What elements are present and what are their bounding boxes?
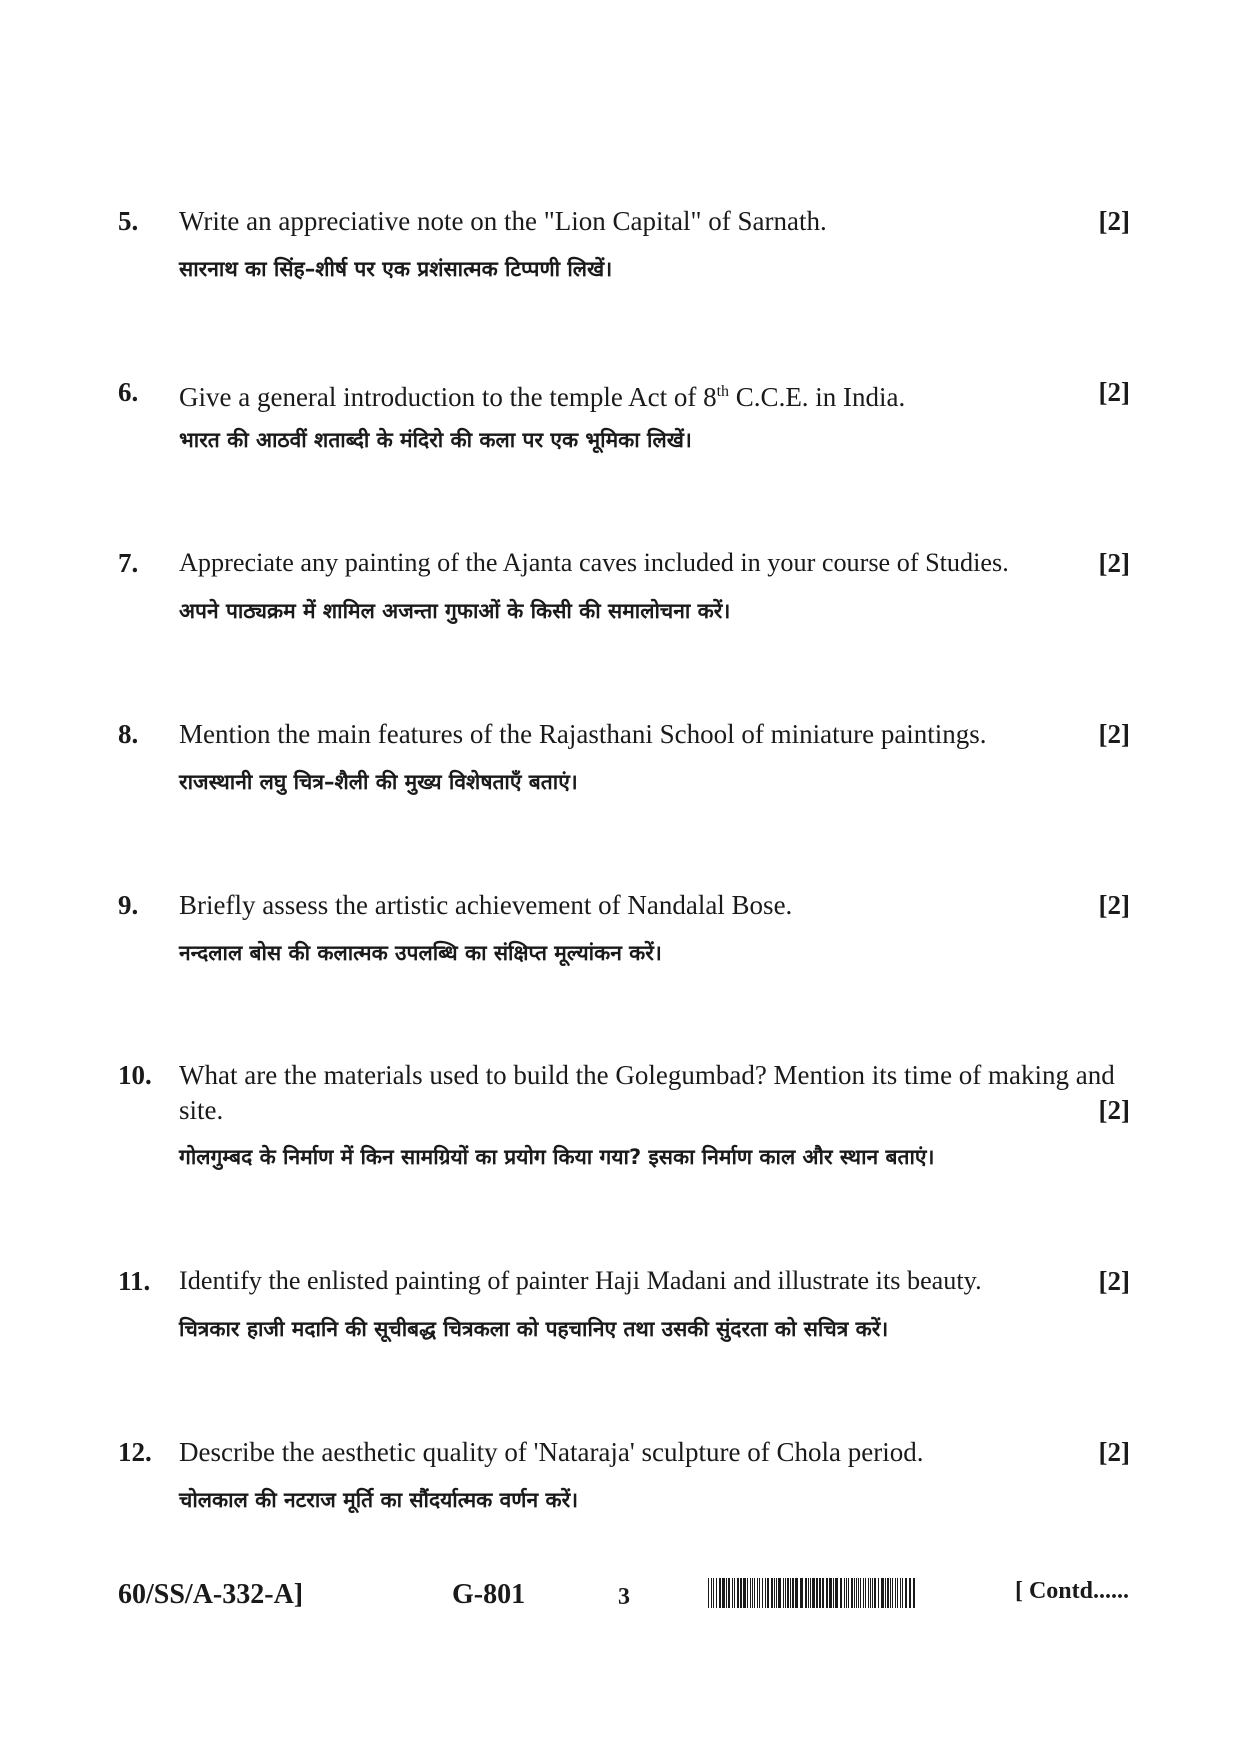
series-code: G-801 <box>452 1579 526 1610</box>
question-number: 9. <box>118 890 139 920</box>
question-text-english: Write an appreciative note on the "Lion Capital" of Sarnath. <box>179 206 827 236</box>
question-text-english: Describe the aesthetic quality of 'Nataraja' sculpture of Chola period. <box>179 1437 924 1467</box>
ordinal-superscript: th <box>716 383 730 400</box>
paper-code: 60/SS/A-332-A] <box>118 1579 304 1610</box>
question-number: 10. <box>118 1060 152 1090</box>
question-text-english: Mention the main features of the Rajasthani School of miniature paintings. <box>179 719 987 749</box>
question-marks: [2] <box>1098 719 1130 749</box>
question-text-english: Briefly assess the artistic achievement of Nandalal Bose. <box>179 890 793 920</box>
question-text-hindi: नन्दलाल बोस की कलात्मक उपलब्धि का संक्षिप्त मूल्यांकन करें। <box>179 941 662 965</box>
continued-label: [ Contd...... <box>1014 1578 1129 1604</box>
question-text-english <box>179 375 1130 414</box>
question-number: 8. <box>118 719 139 749</box>
question-text-english: Identify the enlisted painting of painter Haji Madani and illustrate its beauty. <box>179 1266 982 1295</box>
question-number: 11. <box>118 1266 151 1296</box>
page-number: 3 <box>618 1584 630 1610</box>
question-marks: [2] <box>1098 1266 1130 1296</box>
question-marks: [2] <box>1098 1437 1130 1467</box>
question-text-english: What are the materials used to build the Golegumbad? Mention its time of making and site. <box>179 1060 1115 1125</box>
question-marks: [2] <box>1098 548 1130 578</box>
question-marks: [2] <box>1098 890 1130 920</box>
question-text-hindi: भारत की आठवीं शताब्दी के मंदिरो की कला पर एक भूमिका लिखें। <box>179 428 692 452</box>
question-number: 7. <box>118 548 139 578</box>
question-marks: [2] <box>1098 377 1130 407</box>
question-text-hindi: चोलकाल की नटराज मूर्ति का सौंदर्यात्मक वर्णन करें। <box>179 1488 579 1512</box>
question-number: 6. <box>118 377 139 407</box>
question-number: 5. <box>118 206 139 236</box>
question-text-part: C.C.E. in India. <box>729 382 906 412</box>
barcode <box>708 1578 918 1608</box>
question-text-english: Appreciate any painting of the Ajanta caves included in your course of Studies. <box>179 548 1009 577</box>
question-text-part: Give a general introduction to the temple Act of 8 <box>179 382 717 412</box>
question-marks: [2] <box>1098 1095 1130 1125</box>
question-text-hindi: सारनाथ का सिंह–शीर्ष पर एक प्रशंसात्मक टिप्पणी लिखें। <box>179 257 613 281</box>
question-text-hindi: अपने पाठ्यक्रम में शामिल अजन्ता गुफाओं के किसी की समालोचना करें। <box>179 599 731 623</box>
question-marks: [2] <box>1098 206 1130 236</box>
page-footer <box>0 1578 1241 1618</box>
question-number: 12. <box>118 1437 152 1467</box>
question-text-hindi: गोलगुम्बद के निर्माण में किन सामग्रियों का प्रयोग किया गया? इसका निर्माण काल और स्थान बताएं। <box>179 1145 935 1169</box>
question-text-hindi: राजस्थानी लघु चित्र–शैली की मुख्य विशेषताएँ बताएं। <box>179 770 578 794</box>
question-text-hindi: चित्रकार हाजी मदानि की सूचीबद्ध चित्रकला को पहचानिए तथा उसकी सुंदरता को सचित्र करें। <box>179 1317 889 1341</box>
